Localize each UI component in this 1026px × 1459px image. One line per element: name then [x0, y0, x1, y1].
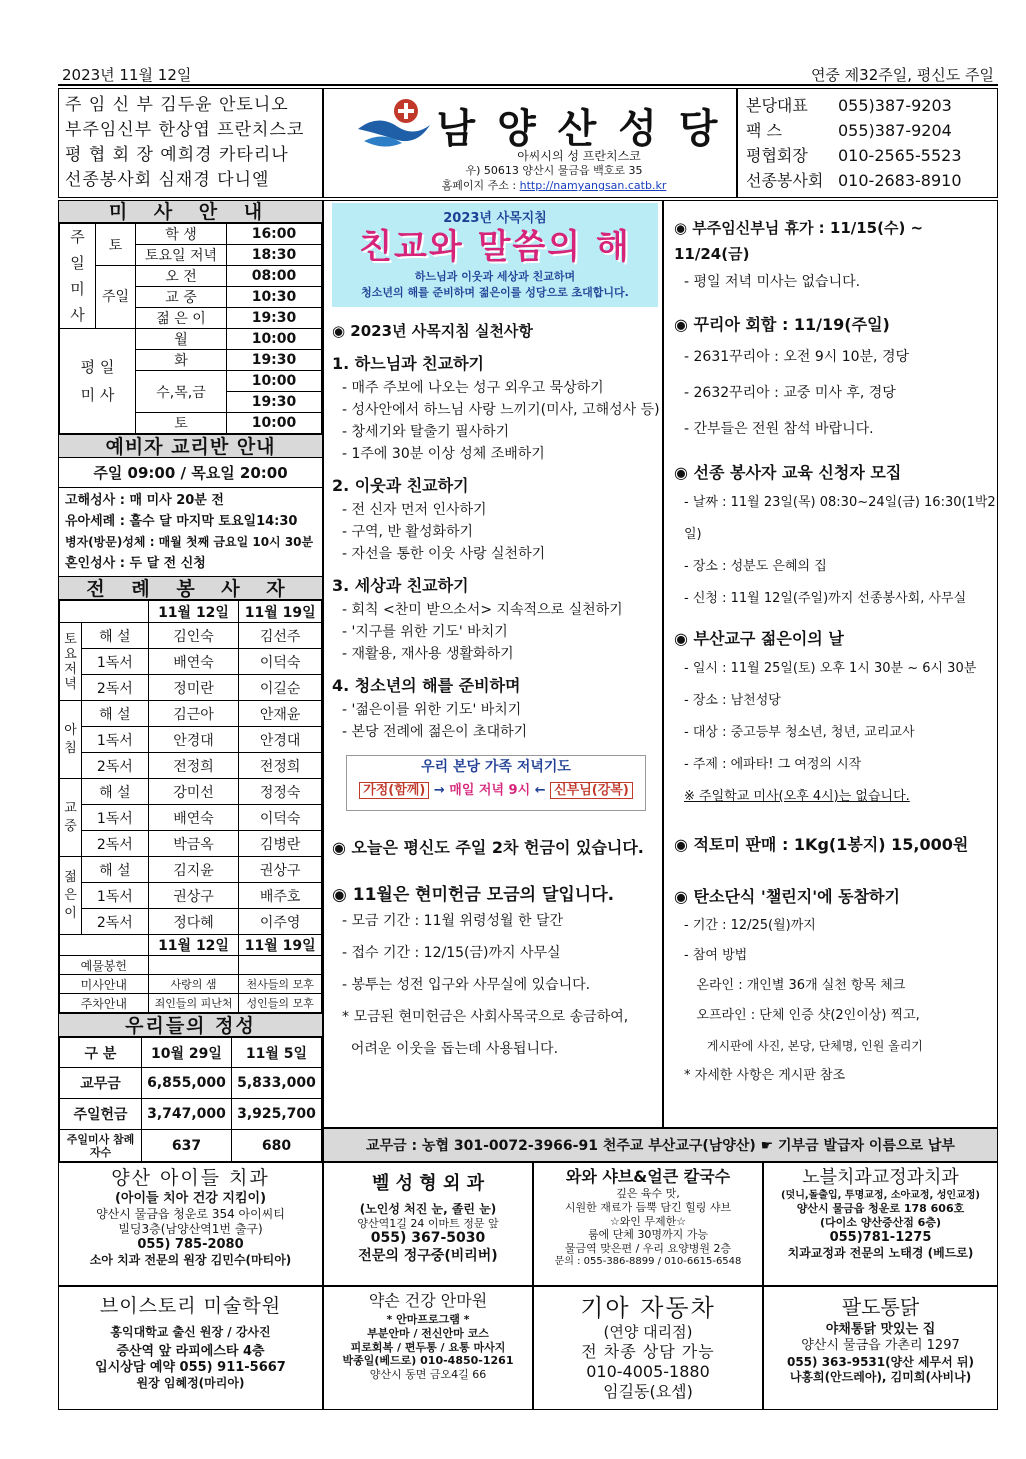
section-title: 2. 이웃과 친교하기	[332, 476, 469, 495]
list-item: 오프라인 : 단체 인증 샷(2인이상) 찍고,	[684, 1008, 920, 1023]
list-item: - 평일 저녁 미사는 없습니다.	[684, 274, 861, 290]
list-item: - 회칙 <찬미 받으소서> 지속적으로 실천하기	[342, 602, 623, 618]
contact-row: 본당대표 055)387-9203	[746, 96, 952, 115]
list-item: - 간부들은 전원 참석 바랍니다.	[684, 421, 874, 437]
notice-title: ◉ 탄소단식 '챌린지'에 동참하기	[674, 887, 900, 906]
homepage-link[interactable]: http://namyangsan.catb.kr	[519, 179, 667, 192]
list-item: - 2632꾸리아 : 교중 미사 후, 경당	[684, 385, 896, 401]
banner-sub: 청소년의 해를 준비하며 젊은이를 성당으로 초대합니다.	[361, 286, 629, 299]
list-item: - 기간 : 12/25(월)까지	[684, 918, 816, 933]
list-item: - 창세기와 탈출기 필사하기	[342, 424, 510, 440]
mass-table: 주 일 미 사 토 학 생 16:00 토요일 저녁 18:30 주일 오 전 08:00 교 중 10:30 젊 은 이 19:30 평 일 미 사 월 10:00 화 19:30 수,목,금 10:00 19:30 토 10:00	[59, 223, 322, 434]
notice-title: ◉ 부산교구 젊은이의 날	[674, 629, 844, 648]
note-item: 병자(방문)성체 : 매월 첫째 금요일 10시 30분	[65, 535, 314, 549]
liturgical-day: 연중 제32주일, 평신도 주일	[810, 66, 994, 84]
list-item: - 날짜 : 11월 23일(목) 08:30~24일(금) 16:30(1박2일)	[684, 495, 996, 542]
ad-kids-dental: 양산 아이들 치과 (아이들 치아 건강 지킴이) 양산시 물금읍 청운로 354 아이씨티 빌딩3층(남양산역1번 출구) 055) 785-2080 소아 치과 전문의 원장 김민수(마티아)	[58, 1162, 323, 1286]
left-column	[58, 200, 323, 1162]
list-item: 게시판에 사진, 본당, 단체명, 인원 올리기	[684, 1039, 923, 1053]
ad-plastic-surgery: 벨 성 형 외 과 (노인성 처진 눈, 졸린 눈) 양산역1길 24 이마트 정문 앞 055) 367-5030 전문의 정구중(비리버)	[323, 1162, 533, 1286]
banner-theme: 친교와 말씀의 해	[359, 227, 631, 267]
contact-row: 팩 스 055)387-9204	[746, 121, 952, 140]
list-item: - 재활용, 재사용 생활화하기	[342, 646, 514, 662]
section-title: 3. 세상과 친교하기	[332, 576, 469, 595]
list-item: - 주제 : 에파타! 그 여정의 시작	[684, 757, 862, 772]
patron-saint: 아씨시의 성 프란치스코	[517, 149, 641, 163]
list-item: * 모금된 현미헌금은 사회사목국으로 송금하여,	[342, 1009, 629, 1025]
note-item: 혼인성사 : 두 달 전 신청	[65, 556, 206, 571]
prayer-title: 우리 본당 가족 저녁기도	[421, 759, 571, 775]
list-item: - 구역, 반 활성화하기	[342, 524, 474, 540]
list-item: - 모금 기간 : 11월 위령성월 한 달간	[342, 913, 564, 929]
list-item: - 일시 : 11월 25일(토) 오후 1시 30분 ~ 6시 30분	[684, 661, 977, 676]
ad-chicken: 팔도통닭 야채통닭 맛있는 집 양산시 물금읍 가촌리 1297 055) 363-9531(양산 세무서 뒤) 나홍희(안드레아), 김미희(사비나)	[763, 1286, 998, 1410]
staff-line: 평 협 회 장 예희경 카타리나	[65, 145, 289, 165]
offering-table: 구 분 10월 29일 11월 5일 교무금 6,855,000 5,833,000 주일헌금 3,747,000 3,925,700 주일미사 참례자수 637 680	[59, 1037, 322, 1162]
top-line	[58, 62, 998, 86]
note-item: 고해성사 : 매 미사 20분 전	[65, 493, 224, 508]
ad-noble-orthodontics: 노블치과교정과치과 (덧니,돌출입, 투명교정, 소아교정, 성인교정) 양산시 물금읍 청운로 178 606호 (다이소 양산증산점 6층) 055)781-1275 치과교정과 전문의 노태경 (베드로)	[763, 1162, 998, 1286]
list-item: - 봉투는 성전 입구와 사무실에 있습니다.	[342, 977, 591, 993]
church-name: 남 양 산 성 당	[436, 106, 722, 152]
list-item: * 자세한 사항은 게시판 참조	[684, 1068, 846, 1083]
homepage-line	[384, 177, 724, 193]
offering-title: 우리들의 정성	[59, 1013, 322, 1037]
section-title: 4. 청소년의 해를 준비하며	[332, 676, 521, 695]
weekend-label: 주 일 미 사	[60, 224, 96, 329]
section-title: 1. 하느님과 친교하기	[332, 354, 484, 373]
catechumen-title: 예비자 교리반 안내	[59, 434, 322, 458]
church-address: 우) 50613 양산시 물금읍 백호로 35	[465, 164, 643, 177]
notice-title: ◉ 적토미 판매 : 1Kg(1봉지) 15,000원	[674, 835, 969, 854]
list-item: - 1주에 30분 이상 성체 조배하기	[342, 446, 545, 462]
contacts-box	[737, 88, 998, 198]
ad-kia: 기아 자동차 (연양 대리점) 전 차종 상담 가능 010-4005-1880 임길동(요셉)	[533, 1286, 763, 1410]
prayer-box	[346, 755, 646, 811]
list-item: - 접수 기간 : 12/15(금)까지 사무실	[342, 945, 561, 961]
list-item: 온라인 : 개인별 36개 실천 항목 체크	[684, 978, 906, 993]
list-item: - 참여 방법	[684, 948, 748, 963]
mass-title: 미 사 안 내	[59, 201, 322, 223]
list-item: - 본당 전례에 젊은이 초대하기	[342, 724, 528, 740]
list-item: 어려운 이웃을 돕는데 사용됩니다.	[342, 1041, 559, 1057]
staff-box	[58, 88, 323, 198]
notice-title: ◉ 부주임신부님 휴가 : 11/15(수) ~ 11/24(금)	[674, 219, 924, 263]
list-item: - 대상 : 중고등부 청소년, 청년, 교리교사	[684, 725, 915, 740]
ad-art-academy: 브이스토리 미술학원 홍익대학교 출신 원장 / 강사진 증산역 앞 라피에스타 4층 입시상담 예약 055) 911-5667 원장 임혜정(마리아)	[58, 1286, 323, 1410]
staff-line: 부주임신부 한상엽 프란치스코	[65, 120, 305, 140]
list-item: - 전 신자 먼저 인사하기	[342, 502, 487, 518]
staff-line: 주 임 신 부 김두윤 안토니오	[65, 95, 289, 115]
list-item: - 장소 : 남천성당	[684, 693, 781, 708]
ad-massage: 약손 건강 안마원 * 안마프로그램 * 부분안마 / 전신안마 코스 피로회복 / 편두통 / 요통 마사지 박종일(베드로) 010-4850-1261 양산시 동면 금오4길 66	[323, 1286, 533, 1410]
list-item: - '지구를 위한 기도' 바치기	[342, 624, 508, 640]
church-title-box	[323, 88, 737, 198]
notice-rice-offering: ◉ 11월은 현미헌금 모금의 달입니다.	[332, 885, 615, 905]
notice-second-collection: ◉ 오늘은 평신도 주일 2차 헌금이 있습니다.	[332, 838, 644, 857]
guideline-heading: ◉ 2023년 사목지침 실천사항	[332, 322, 533, 340]
notice-title: ◉ 선종 봉사자 교육 신청자 모집	[674, 463, 902, 482]
issue-date: 2023년 11월 12일	[62, 66, 192, 84]
list-item: - 2631꾸리아 : 오전 9시 10분, 경당	[684, 349, 909, 365]
church-logo-icon	[354, 95, 434, 155]
prayer-flow: 가정(함께) → 매일 저녁 9시 ← 신부님(강복)	[347, 778, 645, 804]
theme-banner	[332, 203, 658, 307]
contact-row: 평협회장 010-2565-5523	[746, 146, 962, 165]
list-item: - 매주 주보에 나오는 성구 외우고 묵상하기	[342, 380, 604, 396]
sacrament-notes	[59, 488, 322, 576]
banner-sub: 하느님과 이웃과 세상과 친교하며	[414, 270, 576, 283]
list-item: - 성사안에서 하느님 사랑 느끼기(미사, 고해성사 등)	[342, 402, 660, 418]
liturgy-title: 전 례 봉 사 자	[59, 576, 322, 600]
staff-line: 선종봉사회 심재경 다니엘	[65, 170, 270, 190]
middle-column	[323, 200, 663, 1128]
list-item: ※ 주일학교 미사(오후 4시)는 없습니다.	[684, 789, 910, 804]
list-item: - 신청 : 11월 12일(주일)까지 선종봉사회, 사무실	[684, 591, 967, 606]
list-item: - '젊은이를 위한 기도' 바치기	[342, 702, 522, 718]
ad-shabu: 와와 샤브&얼큰 칼국수 깊은 육수 맛, 시원한 재료가 듬뿍 담긴 힐링 샤브 ☆와인 무제한☆ 룸에 단체 30명까지 가능 물금역 맞은편 / 우리 요양병원 2층 문의 : 055-386-8899 / 010-6615-6548	[533, 1162, 763, 1286]
notice-title: ◉ 꾸리아 회합 : 11/19(주일)	[674, 315, 890, 334]
note-item: 유아세례 : 홀수 달 마지막 토요일14:30	[65, 514, 298, 529]
account-bar: 교무금 : 농협 301-0072-3966-91 천주교 부산교구(남양산) ☛ 기부금 발급자 이름으로 납부	[323, 1128, 998, 1162]
list-item: - 장소 : 성분도 은혜의 집	[684, 559, 827, 574]
liturgy-table: 11월 12일 11월 19일 토요저녁 해 설 김인숙 김선주 1독서 배연숙 이덕숙 2독서 정미란 이길순 아침 해 설 김근아 안재윤 1독서 안경대 안경대 2독서 전정희 전정희 교중 해 설 강미선 정정숙 1독서 배연숙 이덕숙 2독서 박금옥 김병란 젊은이 해 설 김지윤 권상구 1독서 권상구 배주호 2독서 정다혜 이주영 11월 12일 11월 19일 예물봉헌 미사안내 사랑의 샘 천사들의 모후 주차안내 죄인들의 피난처 성인들의 모후	[59, 600, 322, 1013]
banner-year: 2023년 사목지침	[443, 211, 547, 226]
contact-row: 선종봉사회 010-2683-8910	[746, 171, 962, 190]
right-column	[663, 200, 998, 1128]
list-item: - 자선을 통한 이웃 사랑 실천하기	[342, 546, 546, 562]
homepage-label: 홈페이지 주소 :	[441, 179, 517, 192]
catechumen-time: 주일 09:00 / 목요일 20:00	[59, 458, 322, 488]
